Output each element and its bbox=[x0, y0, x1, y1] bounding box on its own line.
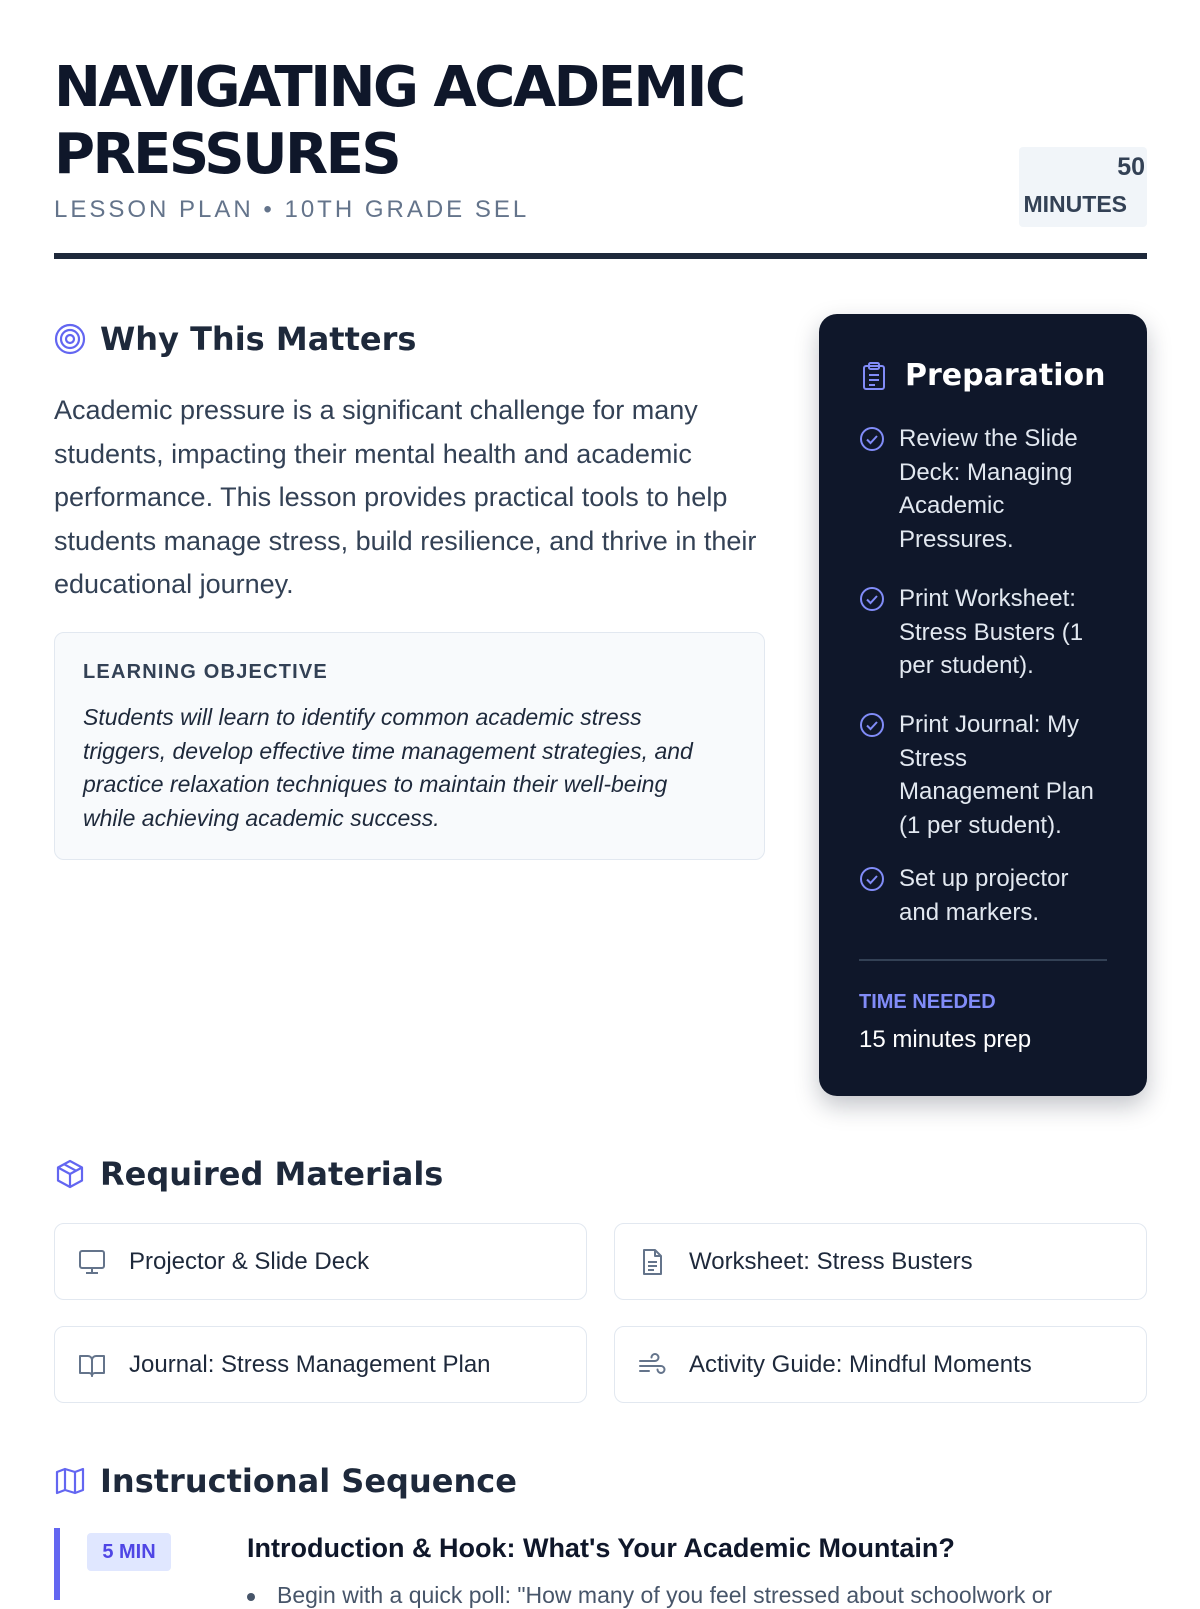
header-divider bbox=[54, 253, 1147, 259]
page-subtitle: LESSON PLAN • 10TH GRADE SEL bbox=[54, 196, 530, 223]
prep-item bbox=[859, 862, 1109, 929]
time-needed-label: TIME NEEDED bbox=[859, 991, 996, 1013]
duration-badge bbox=[1019, 147, 1147, 227]
material-card bbox=[54, 1326, 587, 1403]
step-bullet-text: Begin with a quick poll: "How many of you feel stressed about schoolwork or bbox=[277, 1582, 1053, 1608]
check-circle-icon bbox=[859, 712, 885, 738]
material-card bbox=[614, 1223, 1147, 1300]
sequence-step-accent bbox=[54, 1528, 60, 1600]
why-body: Academic pressure is a significant challenge for many students, impacting their mental health and academic performance. This lesson provides practical tools to help students manage stress, build resilience, and thrive in their educational journey. bbox=[54, 395, 757, 599]
objective-text: Students will learn to identify common academic stress triggers, develop effective time management strategies, and practice relaxation techniques to maintain their well-being while achieving academic success. bbox=[83, 704, 693, 831]
preparation-heading: Preparation bbox=[905, 358, 1106, 393]
check-circle-icon bbox=[859, 426, 885, 452]
sequence-section-heading bbox=[54, 1462, 517, 1500]
map-icon bbox=[54, 1465, 86, 1497]
objective-label: LEARNING OBJECTIVE bbox=[83, 661, 328, 683]
preparation-panel bbox=[819, 314, 1147, 1096]
prep-divider bbox=[859, 959, 1107, 961]
clipboard-icon bbox=[859, 361, 889, 391]
document-icon bbox=[637, 1247, 667, 1277]
monitor-icon bbox=[77, 1247, 107, 1277]
title-line-2: PRESSURES bbox=[54, 122, 400, 187]
wind-icon bbox=[637, 1350, 667, 1380]
material-card bbox=[614, 1326, 1147, 1403]
why-section-heading bbox=[54, 320, 416, 358]
sequence-heading: Instructional Sequence bbox=[100, 1462, 517, 1500]
check-circle-icon bbox=[859, 586, 885, 612]
package-icon bbox=[54, 1158, 86, 1190]
prep-item-text: Review the Slide Deck: Managing Academic Pressures. bbox=[899, 425, 1078, 553]
duration-unit: MINUTES bbox=[1023, 191, 1127, 217]
prep-item-text: Set up projector and markers. bbox=[899, 865, 1069, 926]
title-line-1: NAVIGATING ACADEMIC bbox=[54, 55, 744, 120]
prep-item-text: Print Journal: My Stress Management Plan (1 per student). bbox=[899, 711, 1094, 839]
learning-objective-box bbox=[54, 632, 765, 860]
material-card bbox=[54, 1223, 587, 1300]
lesson-plan-page bbox=[54, 0, 1147, 1608]
step-title: Introduction & Hook: What's Your Academic Mountain? bbox=[247, 1533, 955, 1563]
page-title bbox=[54, 54, 934, 188]
material-label: Activity Guide: Mindful Moments bbox=[689, 1350, 1032, 1378]
prep-item-text: Print Worksheet: Stress Busters (1 per student). bbox=[899, 585, 1084, 679]
prep-item bbox=[859, 708, 1109, 842]
why-heading: Why This Matters bbox=[100, 320, 417, 358]
prep-item bbox=[859, 422, 1109, 556]
material-label: Journal: Stress Management Plan bbox=[129, 1350, 491, 1378]
check-circle-icon bbox=[859, 866, 885, 892]
prep-item bbox=[859, 582, 1109, 683]
preparation-heading-row bbox=[859, 358, 1105, 393]
book-icon bbox=[77, 1350, 107, 1380]
material-label: Worksheet: Stress Busters bbox=[689, 1247, 973, 1275]
step-bullet bbox=[247, 1582, 1052, 1609]
time-needed-value: 15 minutes prep bbox=[859, 1026, 1032, 1053]
material-label: Projector & Slide Deck bbox=[129, 1247, 370, 1275]
step-duration-badge: 5 MIN bbox=[87, 1533, 171, 1571]
materials-heading: Required Materials bbox=[100, 1155, 444, 1193]
target-icon bbox=[54, 323, 86, 355]
materials-section-heading bbox=[54, 1155, 443, 1193]
duration-value: 50 bbox=[1117, 153, 1145, 181]
